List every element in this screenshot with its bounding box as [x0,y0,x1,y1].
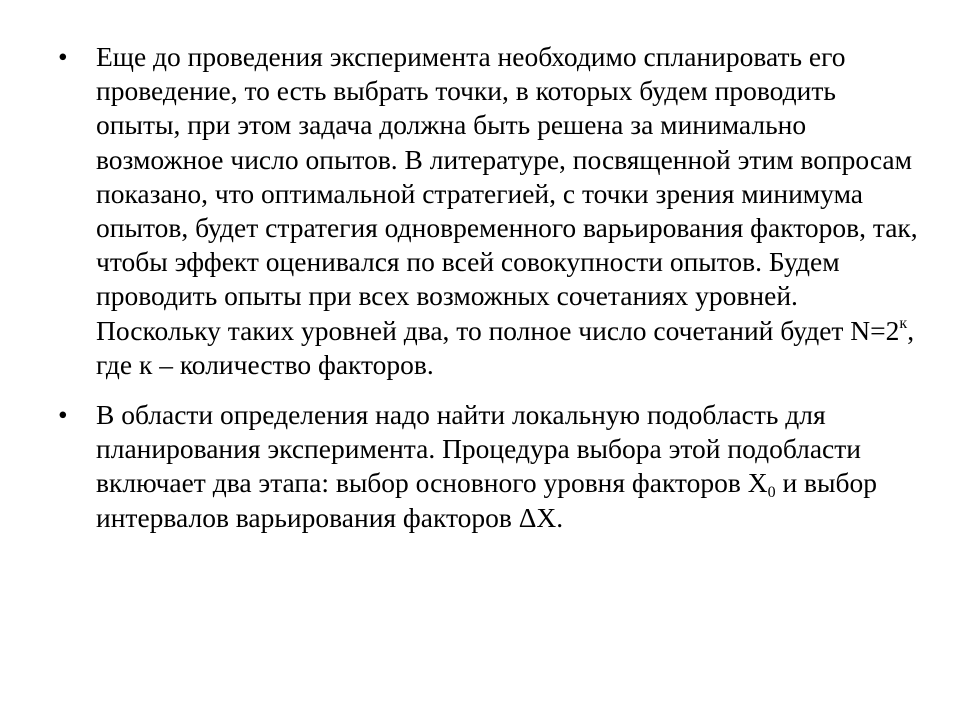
bullet-item-2 [58,398,918,535]
bullet-text-1-main: Еще до проведения эксперимента необходимо спланировать его проведение, то есть выбрать точки, в которых будем проводить опыты, при этом задача должна быть решена за минимально возможное число опытов. В литературе, посвященной этим вопросам показано, что оптимальной стратегией, с точки зрения минимума опытов, будет стратегия одновременного варьирования факторов, так, чтобы эффект оценивался по всей совокупности опытов. Будем проводить опыты при всех возможных сочетаниях уровней. Поскольку таких уровней два, то полное число сочетаний будет N=2 [96,41,918,346]
bullet-item-1 [58,40,918,382]
bullet-marker: • [58,399,68,431]
bullet-text-2 [96,398,918,535]
exponent-k: к [899,314,908,332]
bullet-text-1-tail: , где к – количество факторов. [96,314,915,380]
bullet-marker: • [58,41,68,72]
subscript-zero: 0 [767,484,776,502]
bullet-list [58,40,918,551]
bullet-text-1 [96,40,918,382]
bullet-text-2-tail: и выбор интервалов варьирования факторов ΔX. [96,467,877,533]
bullet-text-2-main: В области определения надо найти локальную подобласть для планирования эксперимента. Процедура выбора этой подобласти включает два этапа: выбор основного уровня факторов X [96,399,861,499]
